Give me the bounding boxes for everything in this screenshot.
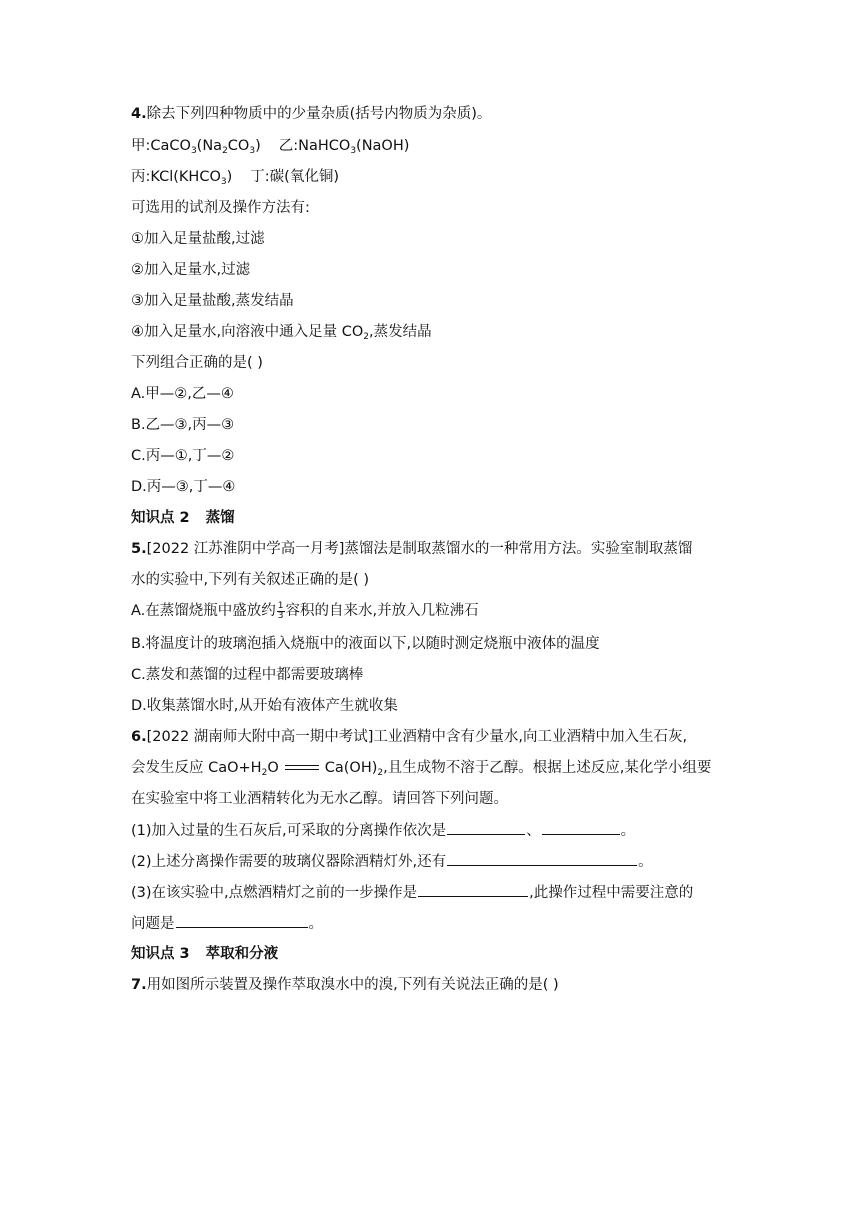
q4-stem-text: 除去下列四种物质中的少量杂质(括号内物质为杂质)。 — [146, 106, 492, 122]
q5-option-a[interactable]: A.在蒸馏烧瓶中盛放约 $\frac{1}{3}$ 容积的自来水,并放入几粒沸石 — [131, 600, 479, 621]
q4-method-1: ①加入足量盐酸,过滤 — [131, 231, 265, 247]
q6-1-blank-b[interactable] — [542, 820, 620, 835]
q4-option-a[interactable]: A.甲—②,乙—④ — [131, 386, 234, 402]
q4-stem — [131, 104, 491, 124]
q6-3-blank-b[interactable] — [176, 913, 308, 928]
q4-option-d[interactable]: D.丙—③,丁—④ — [131, 479, 236, 495]
q4-bing-ding: 丙$:KCl(KHCO_3)$ 丁:碳(氧化铜) — [131, 169, 339, 187]
knowledge-point-3-heading: 知识点 3 萃取和分液 — [131, 946, 279, 962]
q6-2-blank[interactable] — [447, 851, 637, 866]
q6-part-3: (3)在该实验中,点燃酒精灯之前的一步操作是 ,此操作过程中需要注意的 — [131, 882, 693, 903]
q4-number: 4. — [131, 106, 147, 122]
q4-method-4: ④加入足量水,向溶液中通入足量 $CO_2$,蒸发结晶 — [131, 324, 432, 342]
q4-method-3: ③加入足量盐酸,蒸发结晶 — [131, 293, 294, 309]
q7-stem: 7.用如图所示装置及操作萃取溴水中的溴,下列有关说法正确的是( ) — [131, 977, 559, 993]
q4-options-intro: 可选用的试剂及操作方法有: — [131, 200, 310, 216]
q5-stem-line2: 水的实验中,下列有关叙述正确的是( ) — [131, 572, 370, 588]
q6-stem-line2: 会发生反应 $CaO+H_2O$ $Ca(OH)_2$,且生成物不溶于乙醇。根据上述反应,某化学小组要 — [131, 760, 712, 778]
q4-jia-yi: 甲$:CaCO_3(Na_2CO_3)$ 乙:NaHCO$_3$(NaOH) — [131, 138, 410, 156]
q4-option-b[interactable]: B.乙—③,丙—③ — [131, 417, 235, 433]
reaction-equals-sign — [285, 763, 319, 773]
q4-option-c[interactable]: C.丙—①,丁—② — [131, 448, 235, 464]
q6-stem-line3: 在实验室中将工业酒精转化为无水乙醇。请回答下列问题。 — [131, 791, 508, 807]
q5-option-d[interactable]: D.收集蒸馏水时,从开始有液体产生就收集 — [131, 698, 398, 714]
q6-1-blank-a[interactable] — [447, 820, 525, 835]
knowledge-point-2-heading: 知识点 2 蒸馏 — [131, 510, 235, 526]
q5-option-b[interactable]: B.将温度计的玻璃泡插入烧瓶中的液面以下,以随时测定烧瓶中液体的温度 — [131, 636, 600, 652]
q5-option-c[interactable]: C.蒸发和蒸馏的过程中都需要玻璃棒 — [131, 667, 364, 683]
q6-stem-line1: 6.[2022 湖南师大附中高一期中考试]工业酒精中含有少量水,向工业酒精中加入生石灰, — [131, 729, 688, 745]
q5-stem-line1: 5.[2022 江苏淮阴中学高一月考]蒸馏法是制取蒸馏水的一种常用方法。实验室制取蒸馏 — [131, 541, 693, 557]
q6-part-1: (1)加入过量的生石灰后,可采取的分离操作依次是 、 。 — [131, 820, 635, 841]
one-third-fraction: $\frac{1}{3}$ — [277, 600, 284, 621]
q6-part-3-line2: 问题是 。 — [131, 913, 323, 934]
q6-3-blank-a[interactable] — [418, 882, 528, 897]
q4-method-2: ②加入足量水,过滤 — [131, 262, 251, 278]
q4-ask: 下列组合正确的是( ) — [131, 355, 263, 371]
q6-part-2: (2)上述分离操作需要的玻璃仪器除酒精灯外,还有 。 — [131, 851, 653, 872]
